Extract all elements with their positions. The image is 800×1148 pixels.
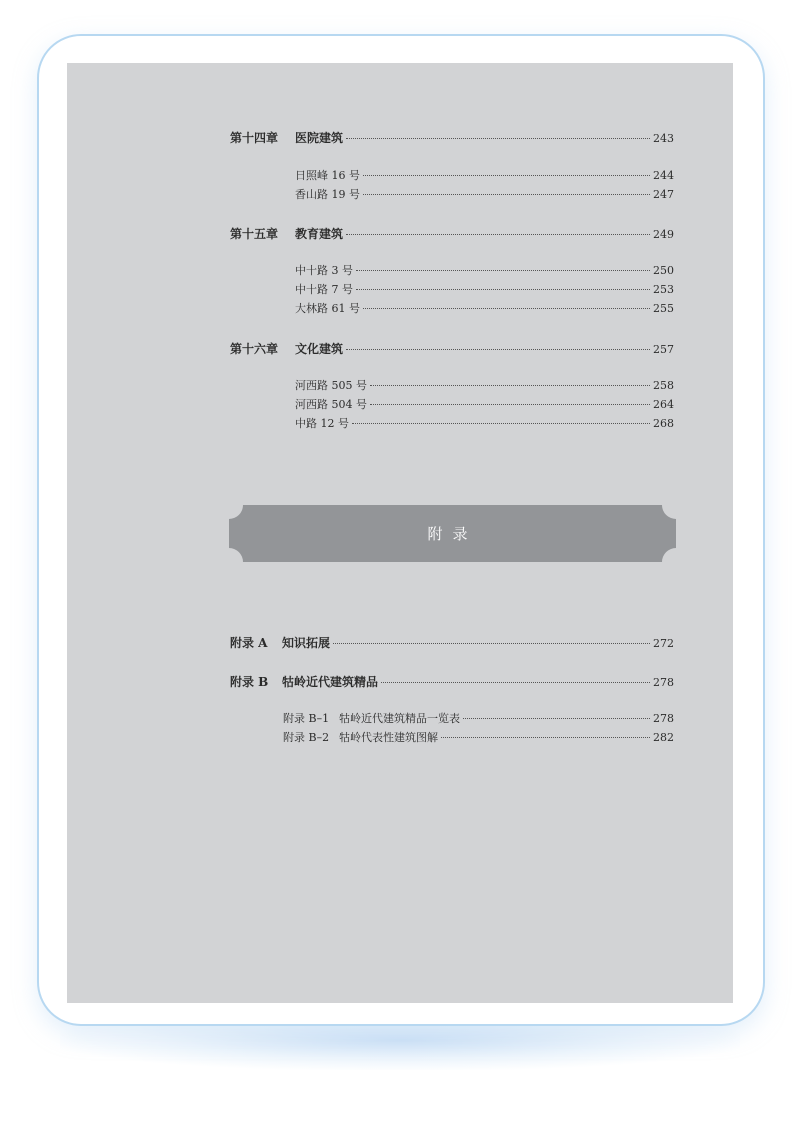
dot-leader: [346, 234, 650, 235]
appendix-entry-title: 牯岭近代建筑精品: [282, 675, 379, 689]
toc-chapter-15[interactable]: [230, 227, 674, 242]
toc-entry[interactable]: [295, 398, 674, 412]
dot-leader: [370, 385, 650, 386]
page-number: 268: [653, 417, 674, 430]
page-number: 244: [653, 169, 674, 182]
entry-title: 日照峰 16 号: [295, 169, 360, 182]
dot-leader: [333, 643, 650, 644]
toc-entry[interactable]: [295, 302, 674, 316]
entry-title: 香山路 19 号: [295, 188, 360, 201]
dot-leader: [352, 423, 650, 424]
appendix-number: 附录 A: [230, 636, 268, 650]
dot-leader: [381, 682, 650, 683]
chapter-title: 教育建筑: [295, 227, 344, 241]
page-number: 278: [653, 676, 674, 689]
appendix-entry-title: 知识拓展: [282, 636, 331, 650]
toc-entry[interactable]: [295, 264, 674, 278]
entry-title: 牯岭代表性建筑图解: [339, 731, 438, 744]
page-number: 258: [653, 379, 674, 392]
page-number: 255: [653, 302, 674, 315]
page-number: 247: [653, 188, 674, 201]
toc-appendix-b2[interactable]: [283, 731, 674, 745]
appendix-number: 附录 B–2: [283, 731, 330, 744]
appendix-banner: [229, 505, 676, 562]
dot-leader: [363, 194, 650, 195]
entry-title: 中十路 7 号: [295, 283, 353, 296]
entry-title: 大林路 61 号: [295, 302, 360, 315]
appendix-number: 附录 B–1: [283, 712, 330, 725]
appendix-number: 附录 B: [230, 675, 269, 689]
chapter-number: 第十五章: [230, 227, 279, 241]
toc-entry[interactable]: [295, 283, 674, 297]
chapter-number: 第十六章: [230, 342, 279, 356]
page-number: 264: [653, 398, 674, 411]
page-number: 250: [653, 264, 674, 277]
entry-title: 中路 12 号: [295, 417, 349, 430]
dot-leader: [441, 737, 650, 738]
toc-entry[interactable]: [295, 379, 674, 393]
dot-leader: [463, 718, 650, 719]
appendix-title: 附录: [427, 525, 478, 543]
toc-chapter-16[interactable]: [230, 342, 674, 357]
page-number: 243: [653, 132, 674, 145]
dot-leader: [346, 349, 650, 350]
dot-leader: [370, 404, 650, 405]
toc-appendix-a[interactable]: [230, 636, 674, 651]
chapter-title: 文化建筑: [295, 342, 344, 356]
chapter-number: 第十四章: [230, 131, 279, 145]
dot-leader: [363, 308, 650, 309]
page-number: 272: [653, 637, 674, 650]
toc-entry[interactable]: [295, 417, 674, 431]
dot-leader: [363, 175, 650, 176]
dot-leader: [356, 270, 650, 271]
entry-title: 牯岭近代建筑精品一览表: [339, 712, 460, 725]
dot-leader: [356, 289, 650, 290]
toc-appendix-b1[interactable]: [283, 712, 674, 726]
chapter-title: 医院建筑: [295, 131, 344, 145]
page-number: 249: [653, 228, 674, 241]
toc-chapter-14[interactable]: [230, 131, 674, 146]
toc-entry[interactable]: [295, 188, 674, 202]
entry-title: 河西路 504 号: [295, 398, 367, 411]
page-number: 282: [653, 731, 674, 744]
toc-entry[interactable]: [295, 169, 674, 183]
page-number: 257: [653, 343, 674, 356]
toc-appendix-b[interactable]: [230, 675, 674, 690]
entry-title: 中十路 3 号: [295, 264, 353, 277]
entry-title: 河西路 505 号: [295, 379, 367, 392]
page-number: 278: [653, 712, 674, 725]
page-number: 253: [653, 283, 674, 296]
dot-leader: [346, 138, 650, 139]
